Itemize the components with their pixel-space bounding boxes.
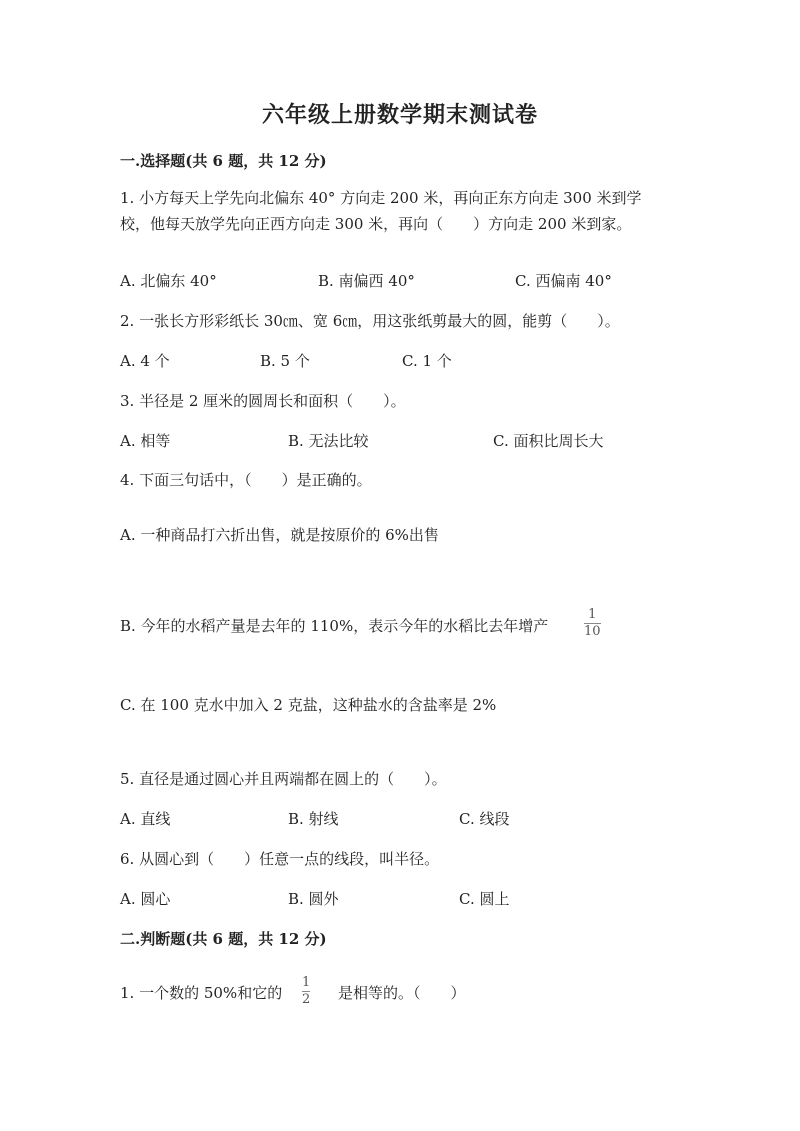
question-1-line-2: 校，他每天放学先向正西方向走 300 米，再向（ ）方向走 200 米到家。 <box>120 215 632 233</box>
fraction-numerator: 1 <box>302 975 311 990</box>
fraction-numerator: 1 <box>588 607 597 622</box>
q4-option-a: A. 一种商品打六折出售，就是按原价的 6%出售 <box>120 526 439 544</box>
q1-option-a: A. 北偏东 40° <box>120 272 217 290</box>
q5-option-a: A. 直线 <box>120 810 171 828</box>
q4-option-b-fraction <box>584 608 601 639</box>
question-3: 3. 半径是 2 厘米的圆周长和面积（ ）。 <box>120 392 406 410</box>
q6-option-a: A. 圆心 <box>120 890 171 908</box>
fraction-denominator: 2 <box>302 992 311 1007</box>
q2-option-b: B. 5 个 <box>260 352 310 370</box>
section-heading-true-false: 二.判断题(共 6 题，共 12 分) <box>120 930 327 948</box>
q3-option-a: A. 相等 <box>120 432 171 450</box>
judge-q1-fraction <box>302 976 310 1007</box>
q4-option-c: C. 在 100 克水中加入 2 克盐，这种盐水的含盐率是 2% <box>120 696 497 714</box>
question-2: 2. 一张长方形彩纸长 30㎝、宽 6㎝，用这张纸剪最大的圆，能剪（ ）。 <box>120 312 620 330</box>
section-heading-choice: 一.选择题(共 6 题，共 12 分) <box>120 152 327 170</box>
judge-question-1-before: 1. 一个数的 50%和它的 <box>120 984 283 1002</box>
q5-option-b: B. 射线 <box>288 810 339 828</box>
q1-option-b: B. 南偏西 40° <box>318 272 415 290</box>
q3-option-b: B. 无法比较 <box>288 432 369 450</box>
q6-option-c: C. 圆上 <box>459 890 510 908</box>
question-1-line-1: 1. 小方每天上学先向北偏东 40° 方向走 200 米，再向正东方向走 300 米到学 <box>120 189 642 207</box>
question-5: 5. 直径是通过圆心并且两端都在圆上的（ ）。 <box>120 770 447 788</box>
q5-option-c: C. 线段 <box>459 810 510 828</box>
q6-option-b: B. 圆外 <box>288 890 339 908</box>
q2-option-c: C. 1 个 <box>402 352 452 370</box>
question-6: 6. 从圆心到（ ）任意一点的线段，叫半径。 <box>120 850 440 868</box>
q2-option-a: A. 4 个 <box>120 352 170 370</box>
page-title: 六年级上册数学期末测试卷 <box>261 102 538 128</box>
q3-option-c: C. 面积比周长大 <box>493 432 604 450</box>
judge-question-1-after: 是相等的。（ ） <box>338 984 466 1002</box>
question-4: 4. 下面三句话中，（ ）是正确的。 <box>120 471 372 489</box>
q4-option-b: B. 今年的水稻产量是去年的 110%，表示今年的水稻比去年增产 <box>120 617 549 635</box>
fraction-denominator: 10 <box>584 624 601 639</box>
q1-option-c: C. 西偏南 40° <box>515 272 612 290</box>
